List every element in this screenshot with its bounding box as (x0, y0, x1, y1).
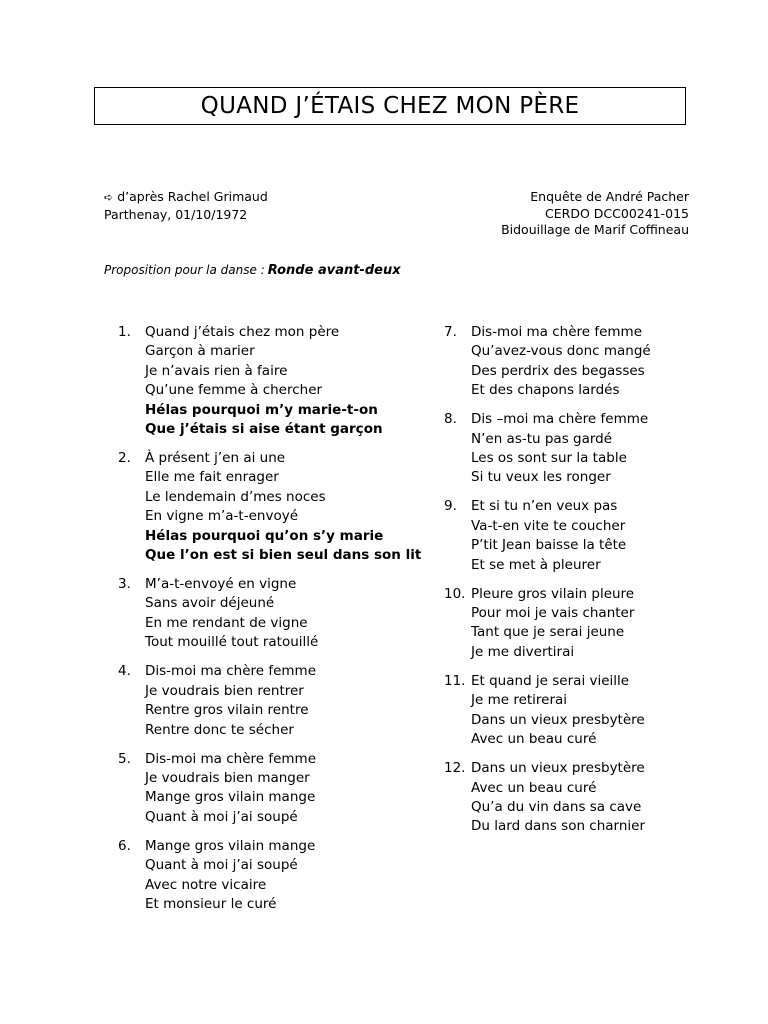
verse-line: Tout mouillé tout ratouillé (145, 634, 319, 651)
stanza (444, 585, 651, 663)
stanza (118, 323, 421, 439)
verse-line: Les os sont sur la table (471, 450, 627, 467)
verse-line: Dis-moi ma chère femme (145, 663, 317, 680)
stanza (444, 410, 651, 488)
verse-line: Le lendemain d’mes noces (145, 488, 326, 505)
source-attribution (104, 189, 268, 207)
stanza-lines (145, 323, 421, 439)
verse-line: Quant à moi j’ai soupé (145, 857, 298, 874)
dance-proposition (104, 263, 401, 278)
stanza (444, 672, 651, 750)
stanza (118, 575, 421, 653)
verse-line: Dis-moi ma chère femme (145, 750, 317, 767)
refrain-line: Hélas pourquoi m’y marie-t-on (145, 401, 378, 418)
stanzas-left-column (118, 323, 421, 924)
stanza-lines (471, 323, 651, 401)
verse-line: Quand j’étais chez mon père (145, 324, 340, 340)
dance-name: Ronde avant-deux (267, 263, 401, 278)
arrangement-credit: Bidouillage de Marif Coffineau (501, 222, 689, 237)
stanza-number: 6. (118, 837, 131, 854)
verse-line: Je voudrais bien manger (145, 769, 310, 786)
source-author: d’après Rachel Grimaud (117, 189, 268, 204)
verse-line: Rentre donc te sécher (145, 721, 294, 738)
verse-line: Je n’avais rien à faire (145, 362, 288, 379)
verse-line: En me rendant de vigne (145, 614, 308, 631)
survey-credit: Enquête de André Pacher (530, 189, 689, 204)
verse-line: Pour moi je vais chanter (471, 605, 635, 622)
stanza-lines (471, 759, 651, 837)
verse-line: Je me divertirai (471, 643, 575, 660)
verse-line: Et des chapons lardés (471, 382, 620, 399)
proposition-label: Proposition pour la danse : (104, 263, 265, 277)
stanza-number: 5. (118, 750, 131, 767)
verse-line: Qu’une femme à chercher (145, 382, 323, 399)
page-title: QUAND J’ÉTAIS CHEZ MON PÈRE (200, 93, 580, 119)
stanza-number: 9. (444, 498, 457, 515)
stanza (118, 750, 421, 828)
verse-line: Avec un beau curé (471, 731, 597, 748)
verse-line: M’a-t-envoyé en vigne (145, 576, 297, 593)
verse-line: P’tit Jean baisse la tête (471, 537, 627, 554)
source-place-date: Parthenay, 01/10/1972 (104, 206, 248, 222)
verse-line: Et se met à pleurer (471, 556, 601, 573)
verse-line: Et si tu n’en veux pas (471, 498, 618, 515)
verse-line: Et monsieur le curé (145, 895, 277, 912)
stanza-lines (145, 662, 421, 740)
verse-line: Garçon à marier (145, 343, 255, 360)
stanza-lines (471, 410, 651, 488)
stanza-number: 2. (118, 450, 131, 467)
verse-line: Dis-moi ma chère femme (471, 324, 643, 340)
verse-line: Je me retirerai (471, 692, 568, 709)
verse-line: Dans un vieux presbytère (471, 760, 645, 777)
verse-line: Des perdrix des begasses (471, 362, 645, 379)
stanza (444, 497, 651, 575)
archive-reference: CERDO DCC00241-015 (545, 205, 689, 221)
stanza-number: 10. (444, 585, 466, 602)
refrain-line: Hélas pourquoi qu’on s’y marie (145, 527, 384, 544)
stanza-lines (471, 497, 651, 575)
title-box (94, 87, 686, 125)
stanza (444, 759, 651, 837)
verse-line: Tant que je serai jeune (471, 624, 625, 641)
refrain-line: Que l’on est si bien seul dans son lit (145, 547, 422, 564)
stanza-lines (145, 750, 421, 828)
stanza (118, 449, 421, 565)
verse-line: Dis –moi ma chère femme (471, 411, 649, 428)
stanza-number: 8. (444, 411, 457, 428)
verse-line: Du lard dans son charnier (471, 818, 646, 835)
source-right (501, 189, 689, 239)
stanza (444, 323, 651, 401)
stanza-lines (471, 585, 651, 663)
verse-line: Qu’a du vin dans sa cave (471, 798, 642, 815)
verse-line: À présent j’en ai une (145, 450, 286, 467)
verse-line: Pleure gros vilain pleure (471, 585, 635, 602)
source-left (104, 189, 268, 223)
stanza-number: 12. (444, 760, 466, 777)
stanza (118, 662, 421, 740)
verse-line: Sans avoir déjeuné (145, 595, 275, 612)
verse-line: Elle me fait enrager (145, 469, 279, 486)
stanza-number: 11. (444, 672, 466, 689)
verse-line: Mange gros vilain mange (145, 837, 316, 854)
verse-line: Si tu veux les ronger (471, 469, 611, 486)
verse-line: Avec un beau curé (471, 779, 597, 796)
stanza-lines (471, 672, 651, 750)
verse-line: Dans un vieux presbytère (471, 711, 645, 728)
stanzas-right-column (444, 323, 651, 846)
verse-line: Rentre gros vilain rentre (145, 702, 309, 719)
stanza-number: 4. (118, 663, 131, 680)
verse-line: Quant à moi j’ai soupé (145, 808, 298, 825)
arrow-icon: ➪ (104, 191, 114, 204)
verse-line: Va-t-en vite te coucher (471, 517, 626, 534)
refrain-line: Que j’étais si aise étant garçon (145, 421, 383, 438)
stanza-lines (145, 449, 421, 565)
stanza-lines (145, 837, 421, 915)
verse-line: En vigne m’a-t-envoyé (145, 508, 298, 525)
stanza-number: 7. (444, 324, 457, 340)
verse-line: Qu’avez-vous donc mangé (471, 343, 651, 360)
verse-line: Je voudrais bien rentrer (145, 682, 304, 699)
stanza-lines (145, 575, 421, 653)
verse-line: N’en as-tu pas gardé (471, 430, 613, 447)
stanza (118, 837, 421, 915)
verse-line: Avec notre vicaire (145, 876, 267, 893)
verse-line: Mange gros vilain mange (145, 789, 316, 806)
verse-line: Et quand je serai vieille (471, 672, 630, 689)
stanza-number: 3. (118, 576, 131, 593)
stanza-number: 1. (118, 324, 131, 340)
